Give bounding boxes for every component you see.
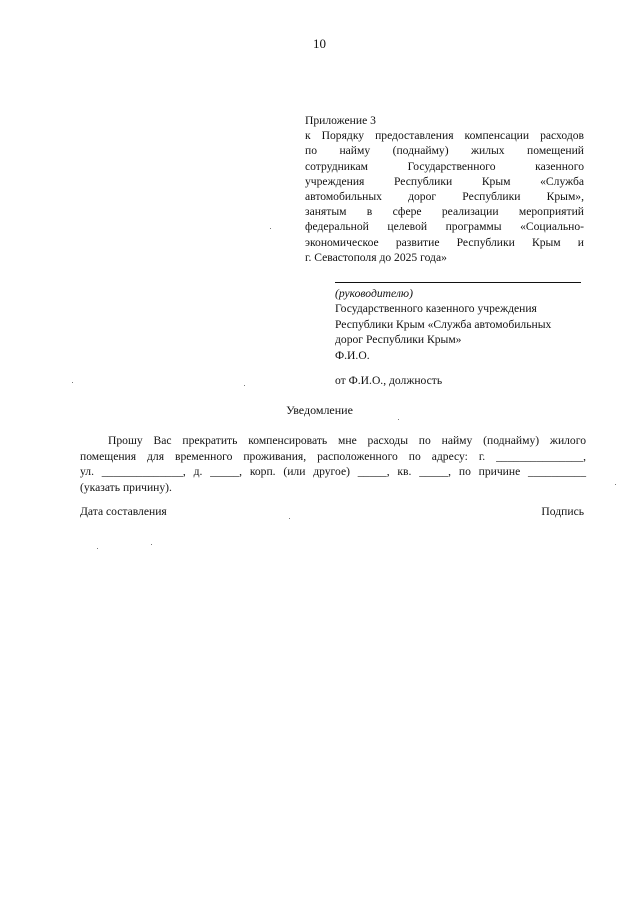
addressee-org-line: Республики Крым «Служба автомобильных [335,317,552,331]
addressee-blank-line [335,282,581,283]
appendix-line: занятым в сфере реализации мероприятий [305,205,584,219]
body-line: Прошу Вас прекратить компенсировать мне расходы по найму (поднайму) жилого [108,434,586,447]
scan-speck [398,419,399,420]
addressee-org-line: Государственного казенного учреждения [335,302,537,316]
appendix-line: к Порядку предоставления компенсации расходов [305,129,584,143]
appendix-line: экономическое развитие Республики Крым и [305,235,584,249]
appendix-title: Приложение 3 [305,114,376,127]
appendix-line: сотрудникам Государственного казенного [305,159,584,173]
addressee-fio: Ф.И.О. [335,348,370,362]
appendix-line: по найму (поднайму) жилых помещений [305,144,584,158]
signature-label: Подпись [541,505,584,518]
body-line: (указать причину). [80,480,172,494]
scan-speck [615,484,616,485]
addressee-org-line: дорог Республики Крым» [335,333,462,347]
scan-speck [289,518,290,519]
scan-speck [270,228,271,229]
scan-speck [244,385,245,386]
addressee-block [335,286,587,363]
appendix-line: г. Севастополя до 2025 года» [305,250,447,264]
body-line: ул. ______________, д. _____, корп. (или другое) _____, кв. _____, по причине __________ [80,465,586,479]
notice-title: Уведомление [286,403,353,417]
appendix-header [305,113,584,265]
scan-speck [72,382,73,383]
notice-body [80,433,586,495]
appendix-line: учреждения Республики Крым «Служба [305,174,584,188]
appendix-line: федеральной целевой программы «Социально- [305,220,584,234]
date-label: Дата составления [80,505,167,518]
appendix-line: автомобильных дорог Республики Крым», [305,190,584,204]
body-line: помещения для временного проживания, расположенного по адресу: г. _______________, [80,449,586,463]
page-number: 10 [313,36,326,51]
scan-speck [151,544,152,545]
scan-speck [97,548,98,549]
from-line: от Ф.И.О., должность [335,374,443,387]
addressee-role: (руководителю) [335,287,413,300]
